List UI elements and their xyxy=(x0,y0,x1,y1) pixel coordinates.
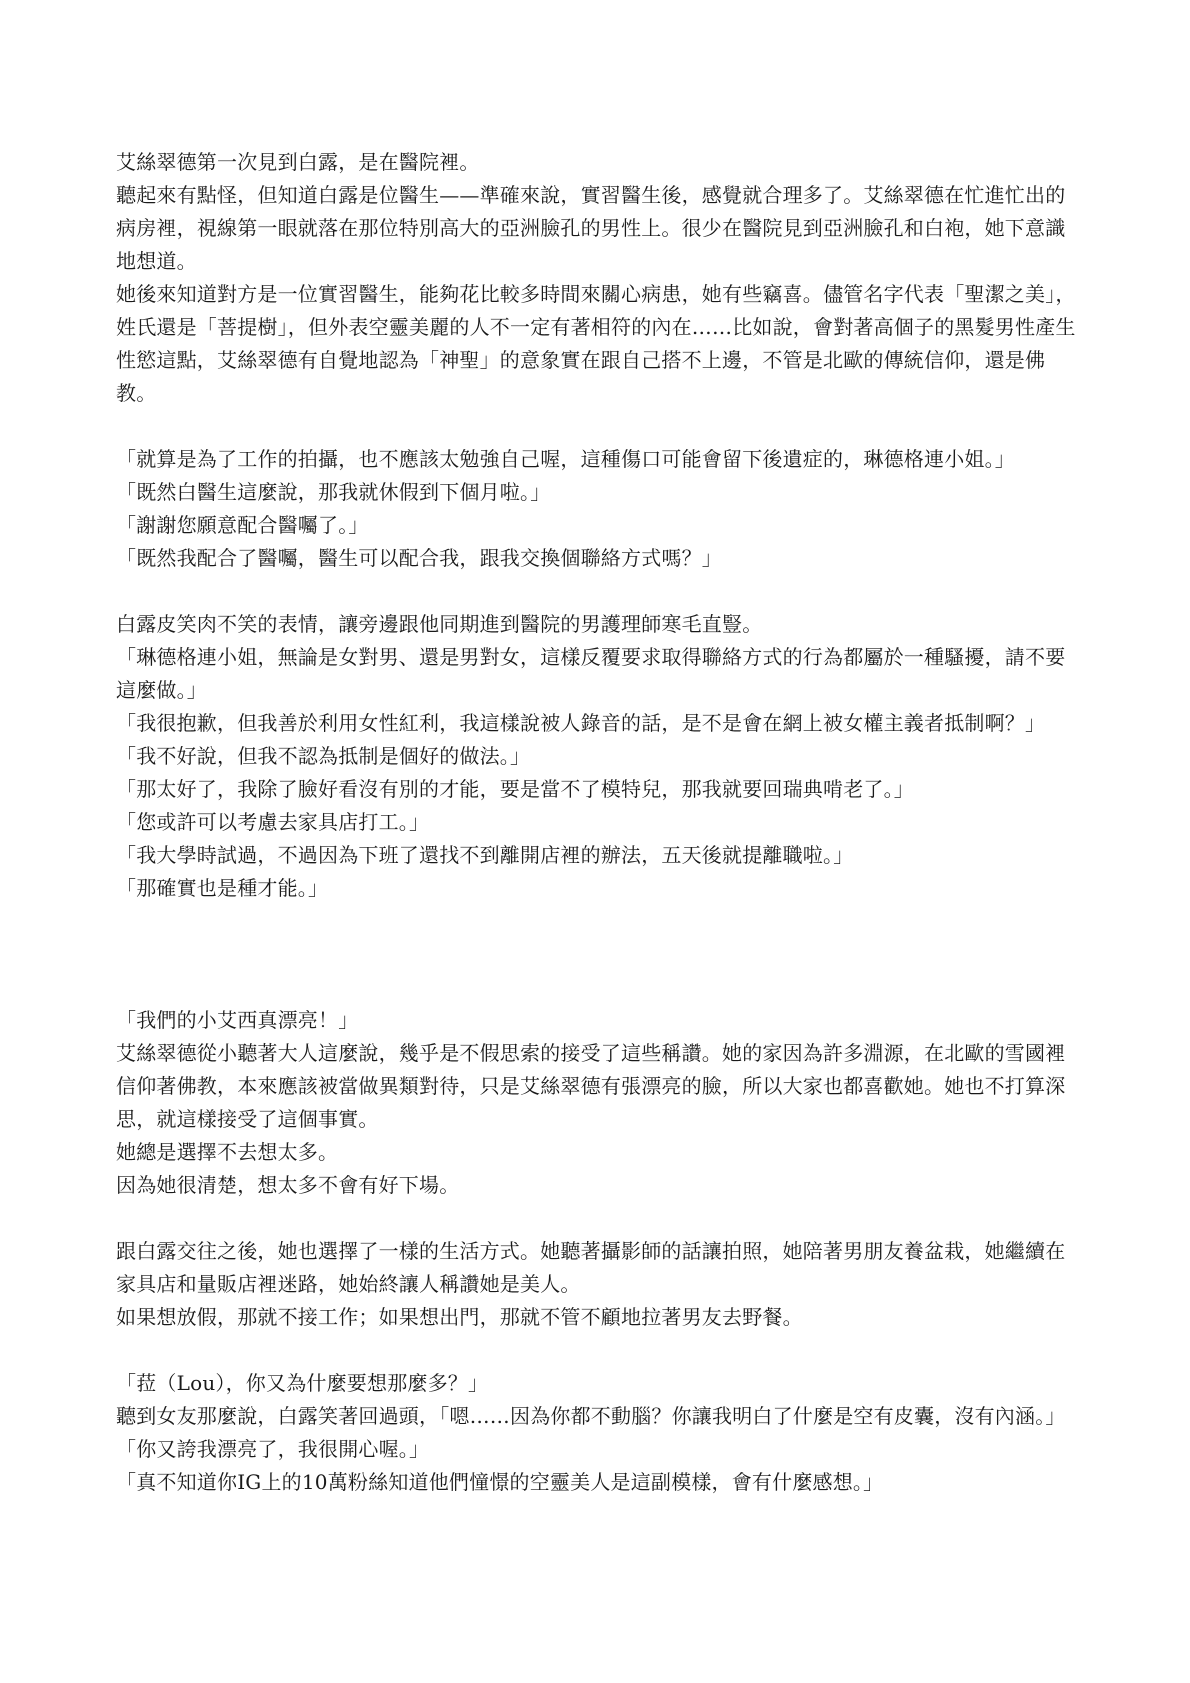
dialogue-line: 「您或許可以考慮去家具店打工。」 xyxy=(116,810,430,834)
dialogue-line: 「我大學時試過，不過因為下班了還找不到離開店裡的辦法，五天後就提離職啦。」 xyxy=(116,843,854,867)
narration-line: 如果想放假，那就不接工作；如果想出門，那就不管不顧地拉著男友去野餐。 xyxy=(116,1305,803,1329)
dialogue-line: 「既然白醫生這麼說，那我就休假到下個月啦。」 xyxy=(116,480,551,504)
paragraph-name-meaning: 她後來知道對方是一位實習醫生，能夠花比較多時間來關心病患，她有些竊喜。儘管名字代表「聖潔之美」，姓氏還是「菩提樹」，但外表空靈美麗的人不一定有著相符的內在……比如說，會對著高個子的黑髮男性產生性慾這點，艾絲翠德有自覺地認為「神聖」的意象實在跟自己搭不上邊，不管是北歐的傳統信仰，還是佛教。 xyxy=(116,282,1076,405)
paragraph-spacer xyxy=(116,410,1076,443)
dialogue-line: 「琳德格連小姐，無論是女對男、還是男對女，這樣反覆要求取得聯絡方式的行為都屬於一種騷擾，請不要這麼做。」 xyxy=(116,645,1066,702)
dialogue-line: 「那太好了，我除了臉好看沒有別的才能，要是當不了模特兒，那我就要回瑞典啃老了。」 xyxy=(116,777,914,801)
paragraph-spacer xyxy=(116,1202,1076,1235)
paragraph-spacer xyxy=(116,575,1076,608)
dialogue-line: 「既然我配合了醫囑，醫生可以配合我，跟我交換個聯絡方式嗎？」 xyxy=(116,546,722,570)
dialogue-line: 「謝謝您願意配合醫囑了。」 xyxy=(116,513,369,537)
narration-line: 白露皮笑肉不笑的表情，讓旁邊跟他同期進到醫院的男護理師寒毛直豎。 xyxy=(116,612,763,636)
dialogue-line: 「真不知道你IG上的10萬粉絲知道他們憧憬的空靈美人是這副模樣，會有什麼感想。」 xyxy=(116,1470,884,1494)
paragraph-hospital-description: 聽起來有點怪，但知道白露是位醫生——準確來說，實習醫生後，感覺就合理多了。艾絲翠德在忙進忙出的病房裡，視線第一眼就落在那位特別高大的亞洲臉孔的男性上。很少在醫院見到亞洲臉孔和白袍，她下意識地想道。 xyxy=(116,183,1066,273)
dialogue-line: 「就算是為了工作的拍攝，也不應該太勉強自己喔，這種傷口可能會留下後遺症的，琳德格連小姐。」 xyxy=(116,447,1015,471)
dialogue-line: 「菈（Lou），你又為什麼要想那麼多？」 xyxy=(116,1371,489,1395)
narration-line: 因為她很清楚，想太多不會有好下場。 xyxy=(116,1173,460,1197)
dialogue-line: 聽到女友那麼說，白露笑著回過頭，「嗯……因為你都不動腦？你讓我明白了什麼是空有皮囊，沒有內涵。」 xyxy=(116,1404,1066,1428)
dialogue-line: 「你又誇我漂亮了，我很開心喔。」 xyxy=(116,1437,430,1461)
narration-paragraph: 跟白露交往之後，她也選擇了一樣的生活方式。她聽著攝影師的話讓拍照，她陪著男朋友養盆栽，她繼續在家具店和量販店裡迷路，她始終讓人稱讚她是美人。 xyxy=(116,1239,1066,1296)
body-text xyxy=(116,146,1076,1499)
paragraph-spacer xyxy=(116,1334,1076,1367)
dialogue-line: 「我很抱歉，但我善於利用女性紅利，我這樣說被人錄音的話，是不是會在網上被女權主義者抵制啊？」 xyxy=(116,711,1046,735)
dialogue-line: 「我不好說，但我不認為抵制是個好的做法。」 xyxy=(116,744,531,768)
narration-paragraph: 艾絲翠德從小聽著大人這麼說，幾乎是不假思索的接受了這些稱讚。她的家因為許多淵源，在北歐的雪國裡信仰著佛教，本來應該被當做異類對待，只是艾絲翠德有張漂亮的臉，所以大家也都喜歡她。她也不打算深思，就這樣接受了這個事實。 xyxy=(116,1041,1066,1131)
narration-line: 她總是選擇不去想太多。 xyxy=(116,1140,339,1164)
dialogue-line: 「我們的小艾西真漂亮！」 xyxy=(116,1008,359,1032)
section-spacer xyxy=(116,905,1076,1004)
dialogue-line: 「那確實也是種才能。」 xyxy=(116,876,329,900)
paragraph-intro-meeting: 艾絲翠德第一次見到白露，是在醫院裡。 xyxy=(116,150,480,174)
